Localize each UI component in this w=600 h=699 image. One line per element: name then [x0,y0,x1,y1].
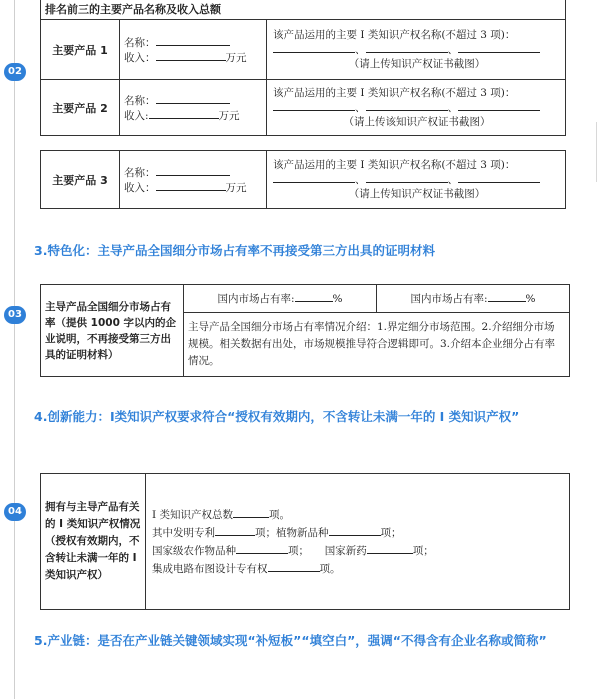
timeline-rail-dashed [14,645,15,699]
separator: 、 [355,102,366,114]
ip-count-label: 拥有与主导产品有关的 I 类知识产权情况（授权有效期内，不含转让未满一年的 I 类知识产权） [41,474,146,610]
name-label: 名称： [124,166,156,179]
market-share-table [40,284,570,377]
product-label: 主要产品 2 [41,80,120,136]
semicolon: 项； [380,526,402,539]
step-badge-02: 02 [4,63,26,81]
new-drug-label: 项； 国家新药 [288,544,367,557]
product-row-1 [41,20,566,80]
invention-patent-label: 其中发明专利 [152,526,215,539]
unit-label: 万元 [225,181,247,194]
percent-sign: % [332,293,343,305]
semicolon: 项； [412,544,434,557]
heading-4: 4.创新能力：I类知识产权要求符合“授权有效期内，不含转让未满一年的 I 类知识产权” [34,409,520,424]
separator: 、 [447,44,458,56]
product-row-2 [41,80,566,136]
market-share-label: 主导产品全国细分市场占有率（提供 1000 字以内的企业说明，不再接受第三方出具的证明材料） [41,285,184,377]
product-label: 主要产品 3 [41,151,120,209]
unit-label: 万元 [218,109,240,122]
heading-5: 5.产业链：是否在产业链关键领域实现“补短板”“填空白”，强调“不得含有企业名称或简称” [34,633,547,648]
ip-line: 该产品运用的主要 I 类知识产权名称(不超过 3 项)： [273,87,516,99]
upload-note: （请上传知识产权证书截图） [348,188,486,200]
product-row-3 [41,151,566,209]
scroll-indicator [596,122,597,182]
name-label: 名称： [124,36,156,49]
separator: 、 [355,44,366,56]
ip-line: 该产品运用的主要 I 类知识产权名称(不超过 3 项)： [273,29,516,41]
income-label: 收入： [124,181,156,194]
step-badge-04: 04 [4,503,26,521]
ip-total-unit: 项。 [269,508,290,521]
separator: 、 [447,174,458,186]
heading-3: 3.特色化：主导产品全国细分市场占有率不再接受第三方出具的证明材料 [34,243,435,258]
ip-total-label: I 类知识产权总数 [152,508,233,521]
plant-variety-label: 项；植物新品种 [255,526,329,539]
upload-note: （请上传该知识产权证书截图） [343,116,491,128]
upload-note: （请上传知识产权证书截图） [348,58,486,70]
step-badge-03: 03 [4,306,26,324]
unit-label: 万元 [225,51,247,64]
ic-layout-unit: 项。 [319,562,341,575]
crop-variety-label: 国家级农作物品种 [152,544,236,557]
top-caption: 排名前三的主要产品名称及收入总额 [41,0,566,20]
separator: 、 [355,174,366,186]
ip-line: 该产品运用的主要 I 类知识产权名称(不超过 3 项)： [273,159,516,171]
separator: 、 [447,102,458,114]
ip-count-table [40,473,570,610]
ic-layout-label: 集成电路布图设计专有权 [152,562,268,575]
domestic-share-label-b: 国内市场占有率: [410,293,488,305]
timeline-rail [14,0,15,699]
product-3-table [40,150,566,209]
products-table [40,0,566,136]
percent-sign: % [525,293,536,305]
income-label: 收入: [124,109,149,122]
income-label: 收入： [124,51,156,64]
product-label: 主要产品 1 [41,20,120,80]
domestic-share-label-a: 国内市场占有率: [217,293,295,305]
market-share-description: 主导产品全国细分市场占有率情况介绍：1.界定细分市场范围。2.介绍细分市场规模。相关数据有出处，市场规模推导符合逻辑即可。3.介绍本企业细分占有率情况。 [184,313,570,377]
name-label: 名称： [124,94,156,107]
